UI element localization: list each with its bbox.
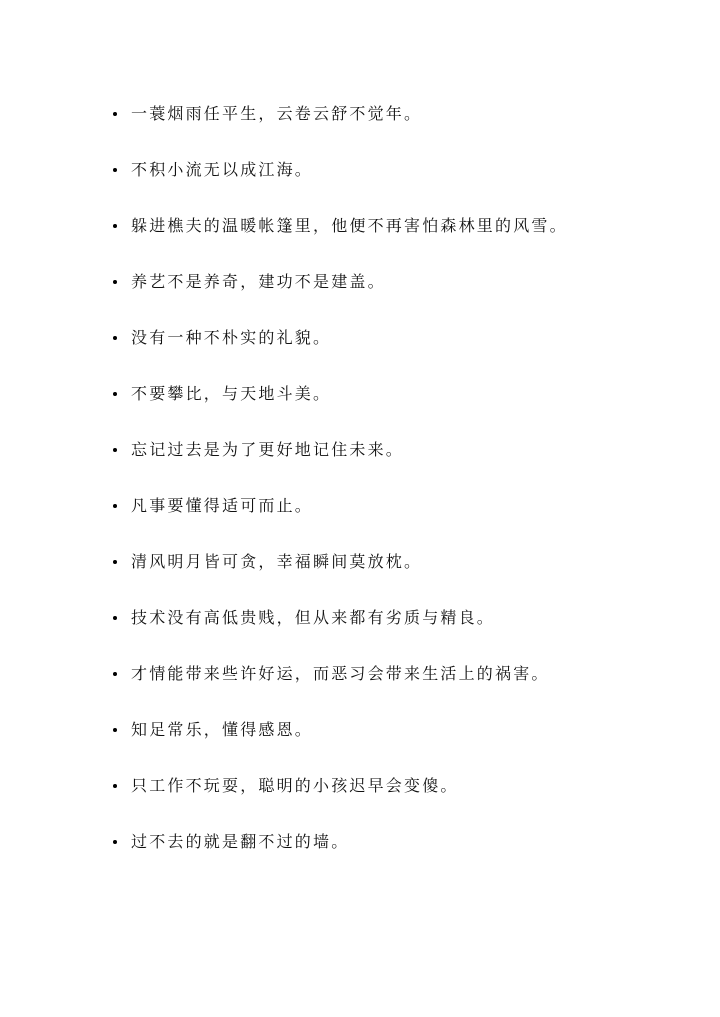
quote-list	[0, 86, 720, 870]
bullet-icon	[113, 784, 117, 788]
list-item	[0, 422, 720, 478]
list-item-text: 一蓑烟雨任平生，云卷云舒不觉年。	[131, 104, 423, 123]
list-item-text: 不要攀比，与天地斗美。	[131, 384, 332, 403]
bullet-icon	[113, 280, 117, 284]
list-item	[0, 142, 720, 198]
bullet-icon	[113, 728, 117, 732]
list-item-text: 不积小流无以成江海。	[131, 160, 314, 179]
list-item	[0, 534, 720, 590]
list-item-text: 只工作不玩耍，聪明的小孩迟早会变傻。	[131, 776, 459, 795]
bullet-icon	[113, 224, 117, 228]
list-item-text: 才情能带来些许好运，而恶习会带来生活上的祸害。	[131, 664, 550, 683]
bullet-icon	[113, 112, 117, 116]
list-item	[0, 814, 720, 870]
list-item-text: 凡事要懂得适可而止。	[131, 496, 314, 515]
list-item	[0, 590, 720, 646]
bullet-icon	[113, 672, 117, 676]
bullet-icon	[113, 392, 117, 396]
list-item-text: 技术没有高低贵贱，但从来都有劣质与精良。	[131, 608, 496, 627]
list-item-text: 躲进樵夫的温暖帐篷里，他便不再害怕森林里的风雪。	[131, 216, 568, 235]
list-item-text: 知足常乐，懂得感恩。	[131, 720, 314, 739]
bullet-icon	[113, 504, 117, 508]
list-item	[0, 254, 720, 310]
list-item	[0, 758, 720, 814]
bullet-icon	[113, 336, 117, 340]
list-item	[0, 646, 720, 702]
bullet-icon	[113, 168, 117, 172]
bullet-icon	[113, 448, 117, 452]
list-item-text: 没有一种不朴实的礼貌。	[131, 328, 332, 347]
list-item	[0, 310, 720, 366]
list-item-text: 清风明月皆可贪，幸福瞬间莫放枕。	[131, 552, 423, 571]
list-item	[0, 198, 720, 254]
list-item-text: 养艺不是养奇，建功不是建盖。	[131, 272, 386, 291]
list-item	[0, 366, 720, 422]
bullet-icon	[113, 840, 117, 844]
list-item-text: 忘记过去是为了更好地记住未来。	[131, 440, 405, 459]
list-item	[0, 86, 720, 142]
bullet-icon	[113, 616, 117, 620]
list-item-text: 过不去的就是翻不过的墙。	[131, 832, 350, 851]
list-item	[0, 702, 720, 758]
bullet-icon	[113, 560, 117, 564]
list-item	[0, 478, 720, 534]
